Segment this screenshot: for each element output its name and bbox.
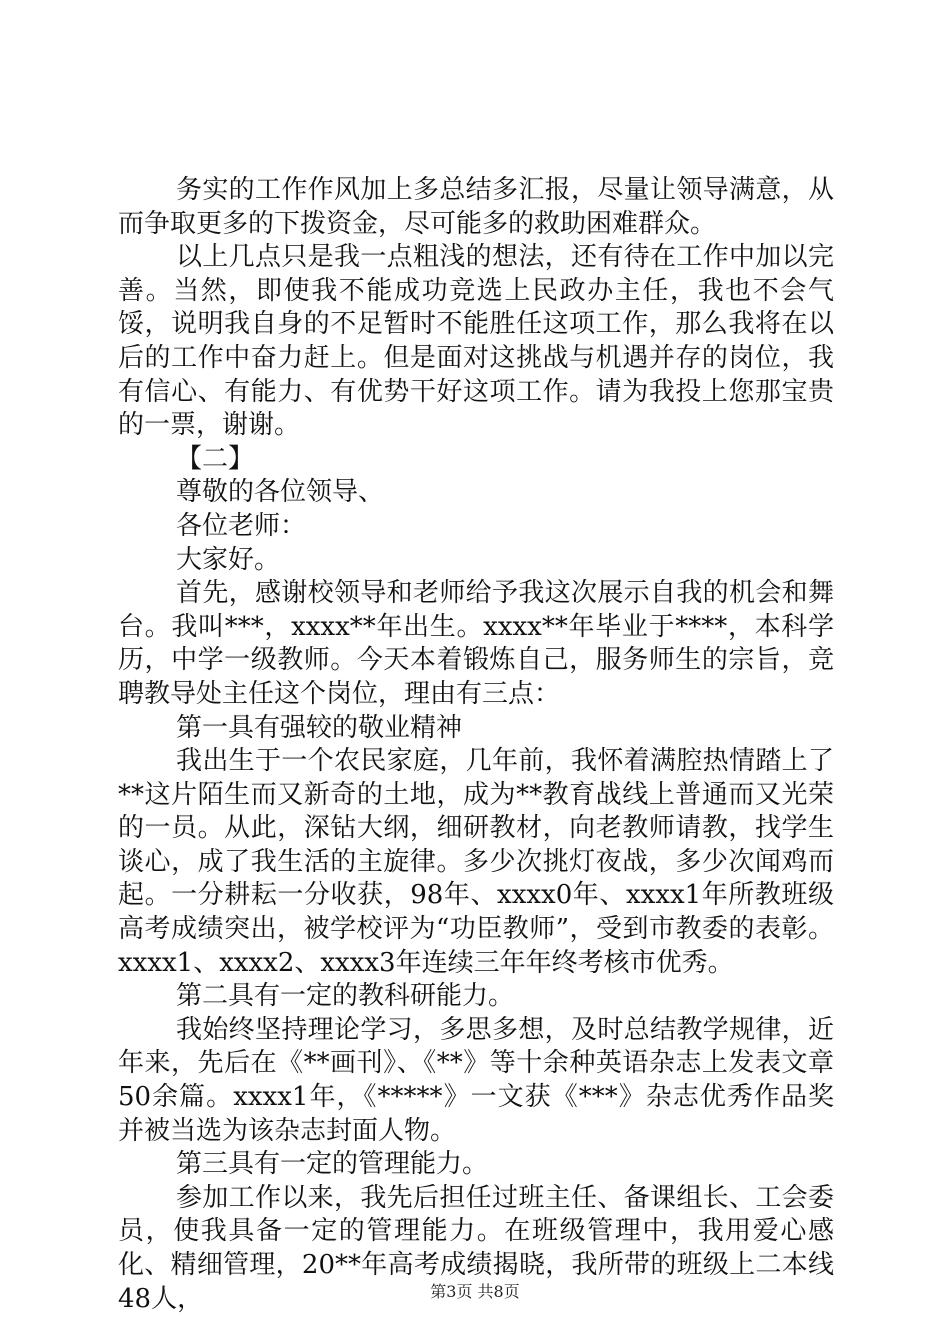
paragraph: 以上几点只是我一点粗浅的想法，还有待在工作中加以完善。当然，即使我不能成功竞选上民政办主任，我也不会气馁，说明我自身的不足暂时不能胜任这项工作，那么我将在以后的工作中奋力赶上。但是面对这挑战与机遇并存的岗位，我有信心、有能力、有优势干好这项工作。请为我投上您那宝贵的一票，谢谢。 — [118, 242, 834, 441]
subheading: 第三具有一定的管理能力。 — [176, 1149, 489, 1180]
salutation-line: 各位老师： — [176, 510, 307, 541]
section-heading: 【二】 — [176, 443, 255, 474]
subheading: 第一具有强较的敬业精神 — [176, 712, 463, 743]
document-body — [118, 174, 834, 1316]
subheading: 第二具有一定的教科研能力。 — [176, 981, 515, 1012]
paragraph: 我出生于一个农民家庭，几年前，我怀着满腔热情踏上了**这片陌生而又新奇的土地，成为**教育战线上普通而又光荣的一员。从此，深钻大纲，细研教材，向老教师请教，找学生谈心，成了我生活的主旋律。多少次挑灯夜战，多少次闻鸡而起。一分耕耘一分收获，98年、xxxx0年、xxxx1年所教班级高考成绩突出，被学校评为“功臣教师”，受到市教委的表彰。xxxx1、xxxx2、xxxx3年连续三年年终考核市优秀。 — [118, 746, 834, 978]
salutation-line: 尊敬的各位领导、 — [176, 477, 385, 508]
paragraph: 务实的工作作风加上多总结多汇报，尽量让领导满意，从而争取更多的下拨资金，尽可能多的救助困难群众。 — [118, 175, 834, 239]
greeting-line: 大家好。 — [176, 544, 281, 575]
page-number-footer: 第3页 共8页 — [430, 1282, 520, 1301]
paragraph: 我始终坚持理论学习，多思多想，及时总结教学规律，近年来，先后在《**画刊》、《**》等十余种英语杂志上发表文章50余篇。xxxx1年，《*****》一文获《***》杂志优秀作品奖并被当选为该杂志封面人物。 — [118, 1014, 834, 1146]
paragraph: 参加工作以来，我先后担任过班主任、备课组长、工会委员，使我具备一定的管理能力。在班级管理中，我用爱心感化、精细管理，20**年高考成绩揭晓，我所带的班级上二本线48人， — [118, 1182, 834, 1314]
paragraph: 首先，感谢校领导和老师给予我这次展示自我的机会和舞台。我叫***，xxxx**年出生。xxxx**年毕业于****，本科学历，中学一级教师。今天本着锻炼自己，服务师生的宗旨，竞聘教导处主任这个岗位，理由有三点： — [118, 578, 834, 709]
